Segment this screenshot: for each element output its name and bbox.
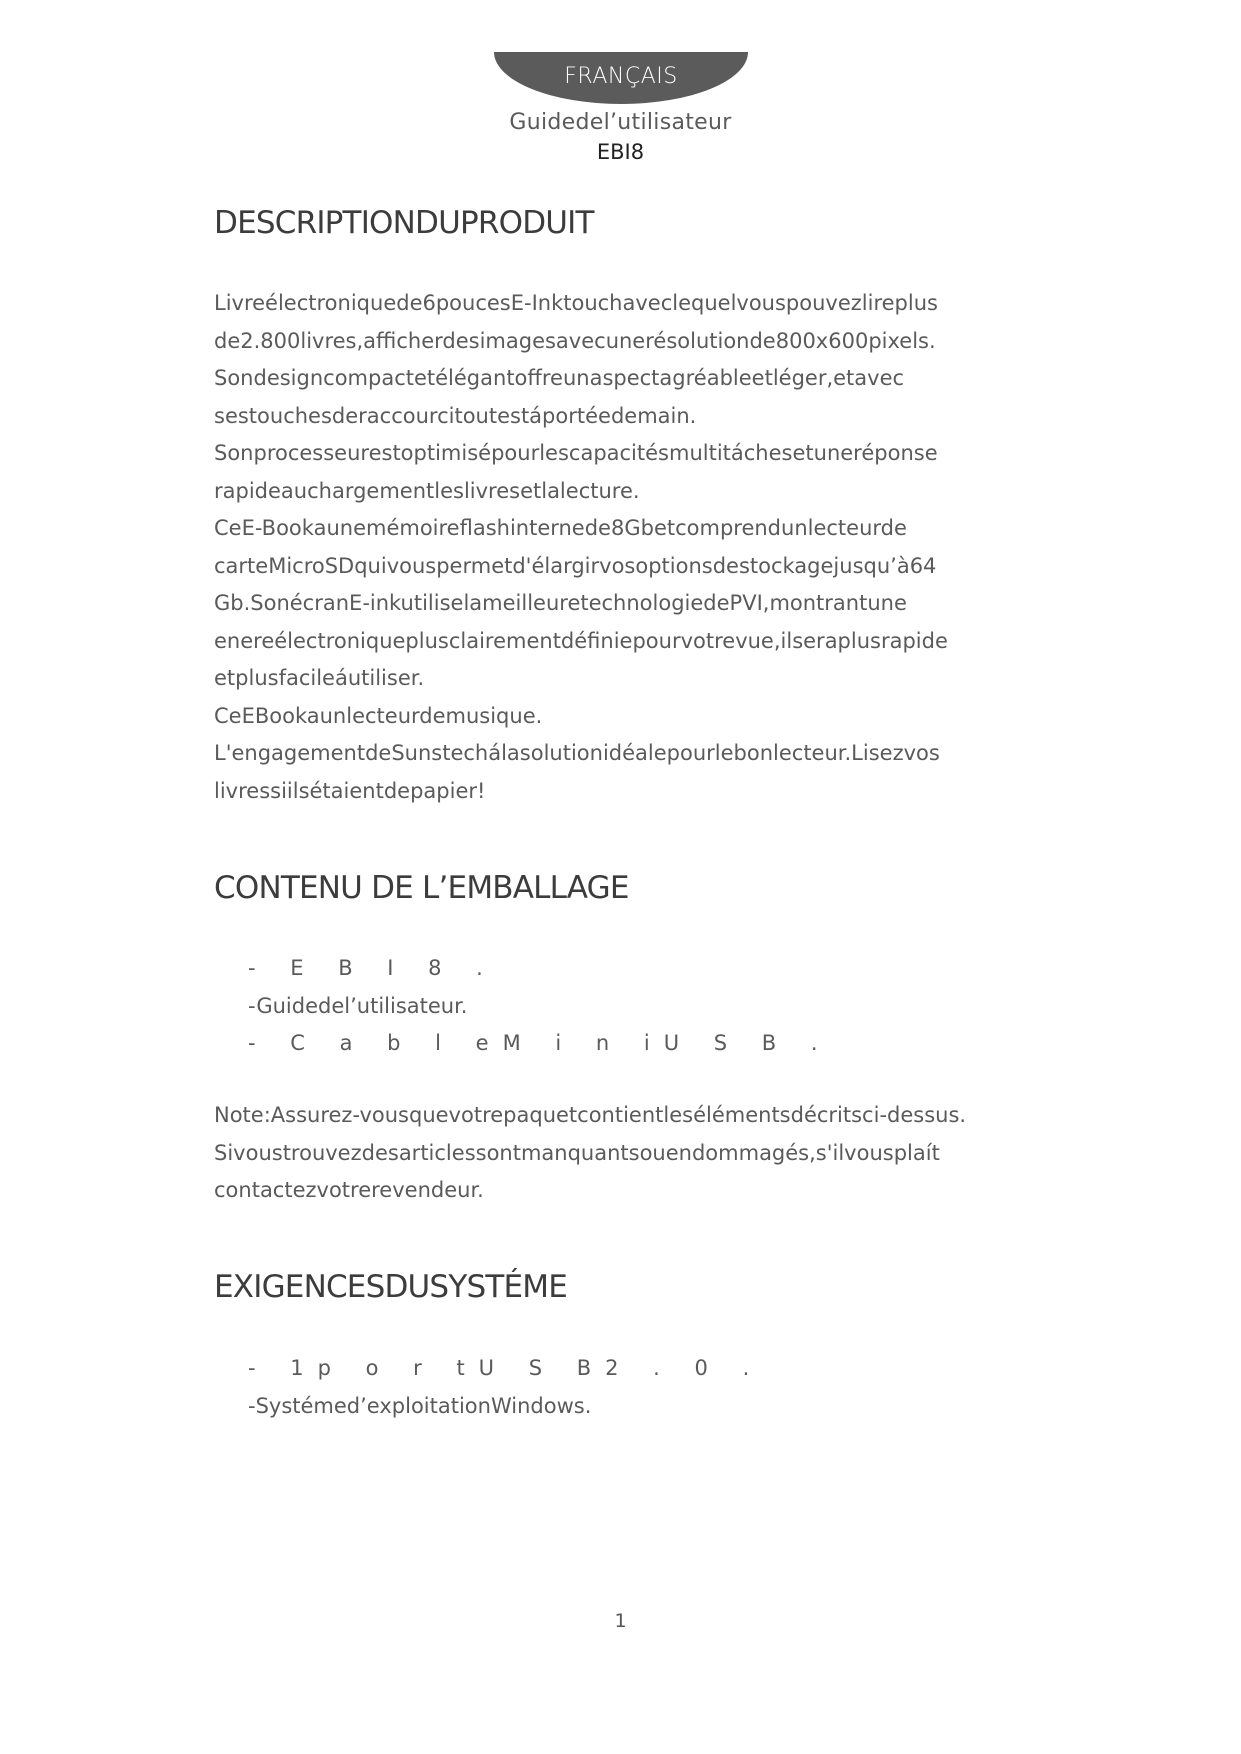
list-item: - E B I 8 . [248,956,497,980]
description-line: Gb.SonécranE-inkutiliselameilleuretechnologiedePVI,montrantune [214,591,907,615]
description-paragraph [214,285,994,810]
description-line: L'engagementdeSunstechálasolutionidéalepourlebonlecteur.Lisezvos [214,741,940,765]
section-heading-description: DESCRIPTIONDUPRODUIT [214,205,594,241]
description-line: enereélectroniqueplusclairementdéfiniepourvotrevue,ilseraplusrapide [214,628,948,653]
description-line: Sonprocesseurestoptimisépourlescapacitésmultitáchesetuneréponse [214,441,938,465]
page-number: 1 [614,1610,627,1632]
list-item: -Guidedel’utilisateur. [248,993,468,1018]
description-line: Sondesigncompactetélégantoffreunaspectagréableetléger,etavec [214,366,905,390]
description-line: CeE-Bookaunemémoireflashinternede8Gbetcomprendunlecteurde [214,516,907,540]
list-item: - 1p o r tU S B2 . 0 . [248,1356,764,1380]
guide-title: Guidedel’utilisateur [509,110,732,135]
description-line: etplusfacileáutiliser. [214,666,425,690]
description-line: CeEBookaunlecteurdemusique. [214,703,543,728]
note-line: Sivoustrouvezdesarticlessontmanquantsouendommagés,s'ilvousplaít [214,1140,940,1165]
model-name: EBI8 [596,140,645,164]
section-heading-package-contents: CONTENU DE L’EMBALLAGE [214,870,629,906]
description-line: rapideauchargementleslivresetlalecture. [214,478,640,503]
description-line: Livreélectroniquede6poucesE-Inktouchaveclequelvouspouvezlireplus [214,291,938,315]
description-line: livressiilsétaientdepapier! [214,778,486,803]
system-requirements-list [248,1350,763,1425]
package-note [214,1097,994,1210]
note-line: contactezvotrerevendeur. [214,1178,484,1202]
description-line: sestouchesderaccourcitoutestáportéedemain. [214,403,697,428]
description-line: de2.800livres,afficherdesimagesavecunerésolutionde800x600pixels. [214,328,936,353]
list-item: - C a b l eM i n iU S B . [248,1031,832,1055]
language-tab: FRANÇAIS [494,52,748,104]
package-contents-list [248,950,832,1063]
note-line: Note:Assurez-vousquevotrepaquetcontientlesélémentsdécritsci-dessus. [214,1103,967,1127]
section-heading-system-requirements: EXIGENCESDUSYSTÉME [214,1269,567,1305]
description-line: carteMicroSDquivouspermetd'élargirvosoptionsdestockagejusqu’à64 [214,553,937,578]
list-item: -Systémed’exploitationWindows. [248,1393,592,1418]
